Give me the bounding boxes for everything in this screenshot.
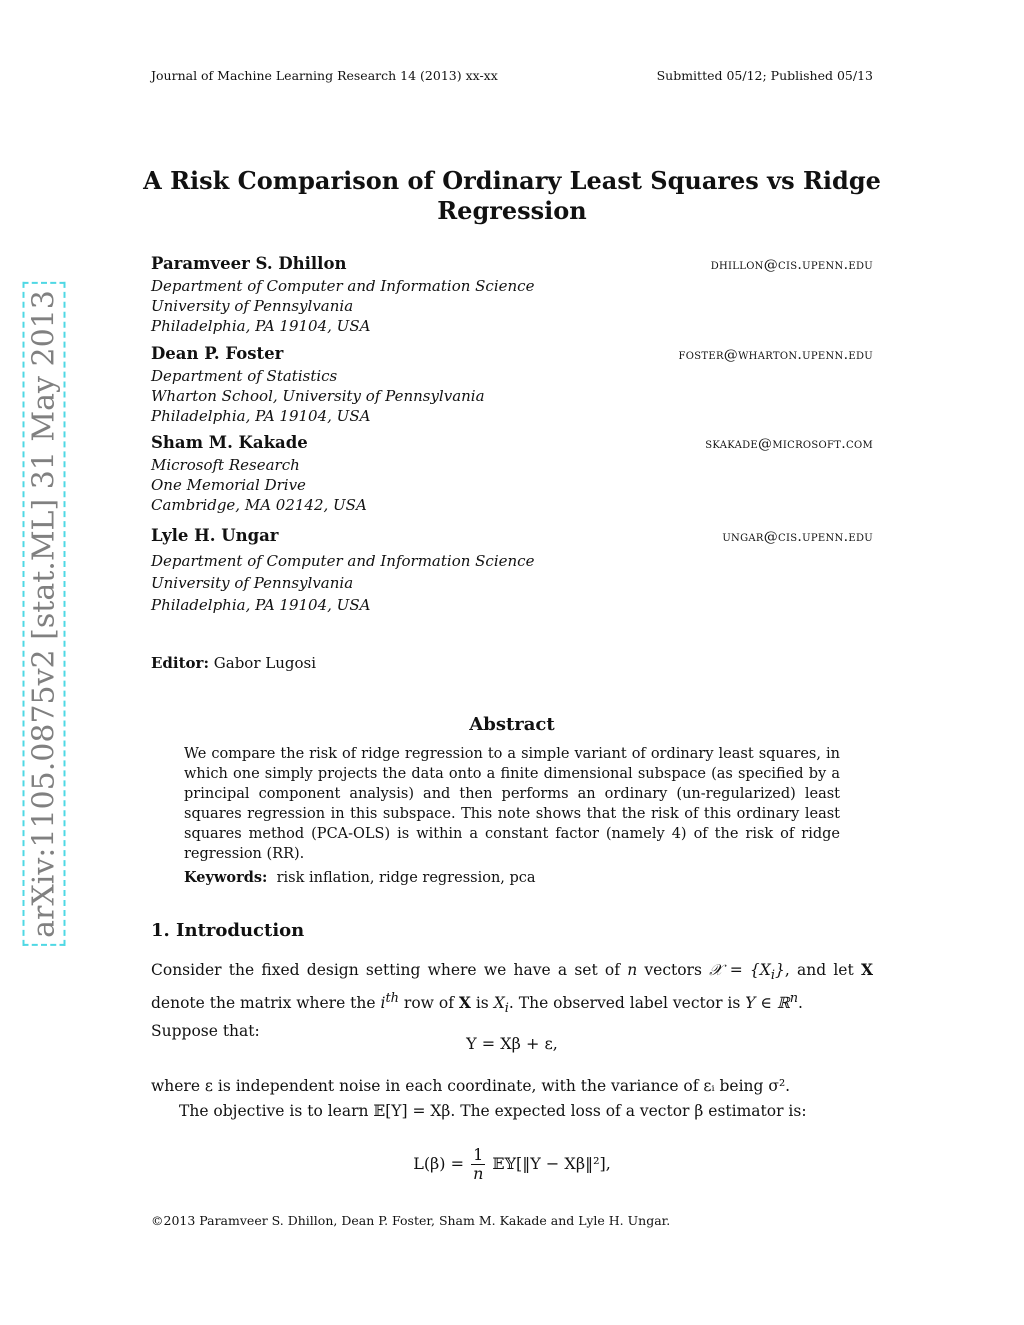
text-run: Consider the fixed design setting where we have a set of <box>151 961 620 979</box>
author-name: Dean P. Foster <box>151 344 284 363</box>
affiliation-line: Philadelphia, PA 19104, USA <box>151 596 371 614</box>
author-email[interactable]: skakade@microsoft.com <box>705 436 873 452</box>
affiliation-line: Department of Computer and Information Science <box>151 552 535 570</box>
affiliation-line: Wharton School, University of Pennsylvania <box>151 387 485 405</box>
author-name: Sham M. Kakade <box>151 433 308 452</box>
author-email[interactable]: foster@wharton.upenn.edu <box>678 347 873 363</box>
affiliation-line: Philadelphia, PA 19104, USA <box>151 407 371 425</box>
text-run: vectors <box>644 961 702 979</box>
editor-line <box>151 654 316 672</box>
journal-header: Journal of Machine Learning Research 14 (2013) xx-xx <box>151 68 498 83</box>
affiliation-line: University of Pennsylvania <box>151 297 354 315</box>
affiliation-line: Department of Statistics <box>151 367 338 385</box>
affiliation-line: University of Pennsylvania <box>151 574 354 592</box>
submission-dates: Submitted 05/12; Published 05/13 <box>656 68 873 83</box>
equation-loss <box>0 1146 1024 1183</box>
affiliation-line: Department of Computer and Information Science <box>151 277 535 295</box>
loss-rhs: 𝔼𝕐[‖Y − Xβ‖²], <box>492 1154 611 1173</box>
author-affiliation <box>151 276 534 336</box>
text-run: , and let <box>784 961 854 979</box>
fraction <box>471 1146 485 1183</box>
text-run: Suppose that: <box>151 1022 260 1041</box>
affiliation-line: Cambridge, MA 02142, USA <box>151 496 367 514</box>
fraction-numerator: 1 <box>473 1145 484 1164</box>
author-affiliation <box>151 550 534 616</box>
affiliation-line: One Memorial Drive <box>151 476 306 494</box>
text-run: denote the matrix where the <box>151 994 376 1013</box>
keywords-label: Keywords: <box>184 869 268 886</box>
intro-paragraph: Consider the fixed design setting where we have a set of n vectors 𝒳 = $\{X_i\}$, and let X denote the matrix where the $i^{th}$ row of X is $X_i$. The observed label vector is Y ∈ ℝ$^n$. Suppose that: <box>151 960 873 1041</box>
paper-title <box>0 166 1024 226</box>
title-line-2: Regression <box>437 196 587 225</box>
fraction-denominator: n <box>473 1164 484 1183</box>
author-affiliation <box>151 455 367 515</box>
author-affiliation <box>151 366 485 426</box>
editor-label: Editor: <box>151 654 209 672</box>
loss-lhs: L(β) = <box>413 1154 465 1173</box>
objective-paragraph: The objective is to learn 𝔼[Y] = Xβ. The expected loss of a vector β estimator is: <box>179 1102 807 1120</box>
author-name: Lyle H. Ungar <box>151 526 279 545</box>
author-email[interactable]: dhillon@cis.upenn.edu <box>710 257 873 273</box>
title-line-1: A Risk Comparison of Ordinary Least Squares vs Ridge <box>143 166 881 195</box>
keywords-list: risk inflation, ridge regression, pca <box>276 870 536 886</box>
abstract-heading: Abstract <box>469 714 555 735</box>
text-run: row of <box>403 994 454 1013</box>
affiliation-line: Microsoft Research <box>151 456 300 474</box>
section-heading: 1. Introduction <box>151 920 305 941</box>
copyright-footer: ©2013 Paramveer S. Dhillon, Dean P. Foster, Sham M. Kakade and Lyle H. Ungar. <box>151 1213 671 1228</box>
noise-paragraph: where ε is independent noise in each coordinate, with the variance of εᵢ being σ². <box>151 1077 791 1095</box>
author-email[interactable]: ungar@cis.upenn.edu <box>722 529 873 545</box>
equation-model: Y = Xβ + ε, <box>466 1034 558 1053</box>
text-run: . The observed label vector is <box>508 994 741 1013</box>
text-run: is <box>475 994 489 1013</box>
author-name: Paramveer S. Dhillon <box>151 254 347 273</box>
abstract-text: We compare the risk of ridge regression to a simple variant of ordinary least squares, in which one simply projects the data onto a finite dimensional subspace (as specified by a principal component analysis) and then performs an ordinary (un-regularized) least squares regression in this subspace. This note shows that the risk of this ordinary least squares method (PCA-OLS) is within a constant factor (namely 4) of the risk of ridge regression (RR). <box>184 746 840 862</box>
arxiv-stamp[interactable]: arXiv:1105.0875v2 [stat.ML] 31 May 2013 <box>27 286 62 942</box>
editor-name: Gabor Lugosi <box>213 654 317 672</box>
keywords-line <box>184 869 536 886</box>
affiliation-line: Philadelphia, PA 19104, USA <box>151 317 371 335</box>
